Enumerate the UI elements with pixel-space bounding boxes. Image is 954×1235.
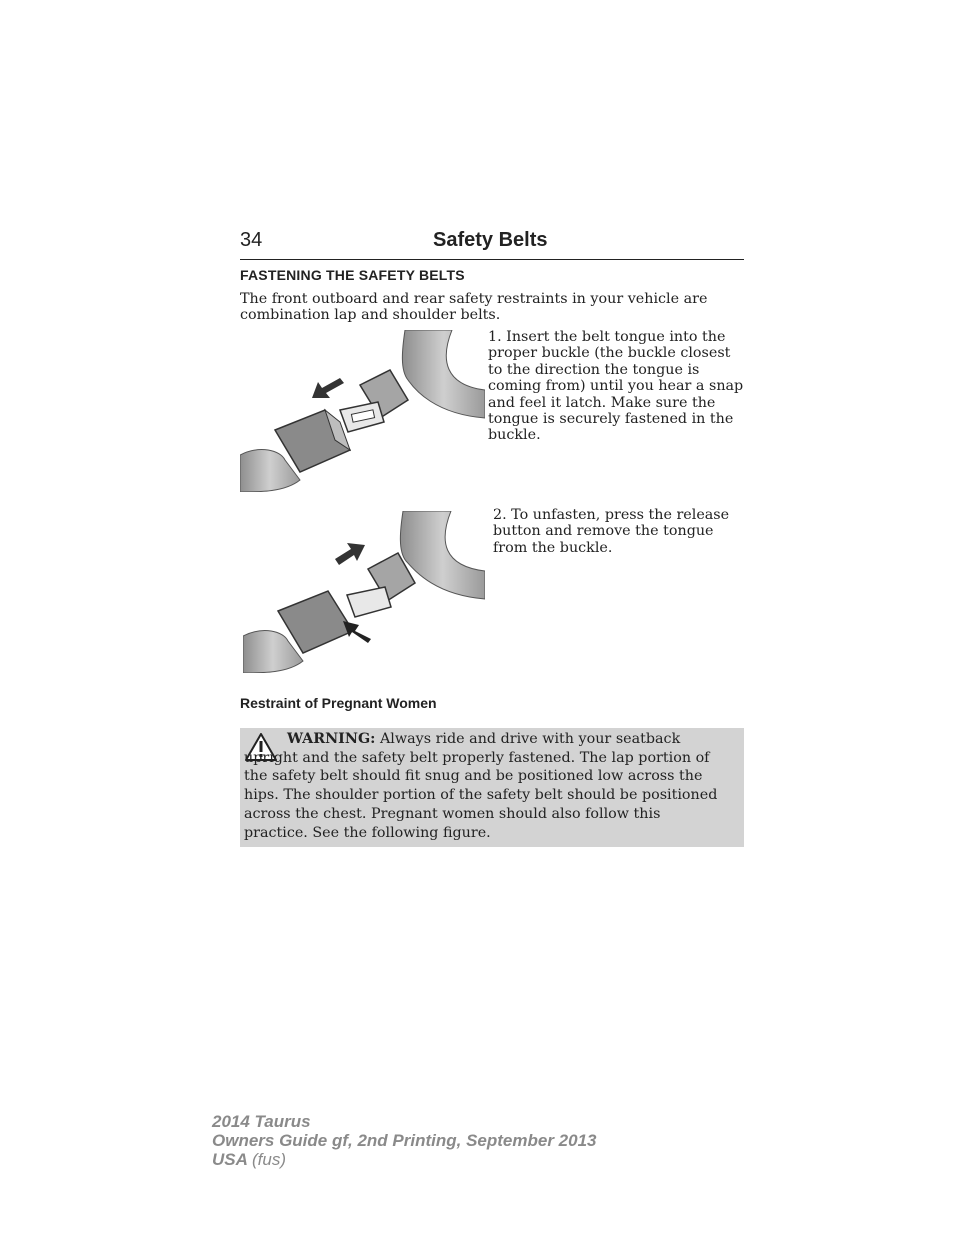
page-header	[240, 229, 744, 260]
footer-region-name: USA	[212, 1150, 248, 1169]
step-2-text: 2. To unfasten, press the release button and remove the tongue from the buckle.	[493, 507, 730, 556]
subsection-heading: Restraint of Pregnant Women	[240, 695, 437, 711]
warning-text	[244, 730, 724, 842]
warning-body: Always ride and drive with your seatback upright and the safety belt properly fastened. The lap portion of the safety belt should fit snug and be positioned low across the hips. The shoulder portion of the safety belt should be positioned across the chest. Pregnant women should also follow this practice. See the following figure.	[244, 731, 718, 841]
seatbelt-release-illustration	[243, 511, 485, 673]
intro-paragraph: The front outboard and rear safety restraints in your vehicle are combination lap and shoulder belts.	[240, 291, 708, 324]
footer-printing: Owners Guide gf, 2nd Printing, September 2013	[212, 1131, 597, 1150]
footer	[212, 1112, 596, 1169]
section-heading: FASTENING THE SAFETY BELTS	[240, 267, 465, 283]
step-1-text: 1. Insert the belt tongue into the proper buckle (the buckle closest to the direction the tongue is coming from) until you hear a snap and feel it latch. Make sure the tongue is securely fastened in the buckle.	[488, 329, 744, 444]
footer-model: 2014 Taurus	[212, 1112, 311, 1131]
seatbelt-fasten-illustration	[240, 330, 485, 492]
footer-region	[212, 1150, 596, 1169]
page-number: 34	[240, 229, 263, 251]
warning-label: WARNING:	[287, 731, 376, 747]
footer-region-code: (fus)	[252, 1150, 286, 1169]
page-title: Safety Belts	[433, 229, 548, 251]
warning-box	[240, 728, 744, 847]
